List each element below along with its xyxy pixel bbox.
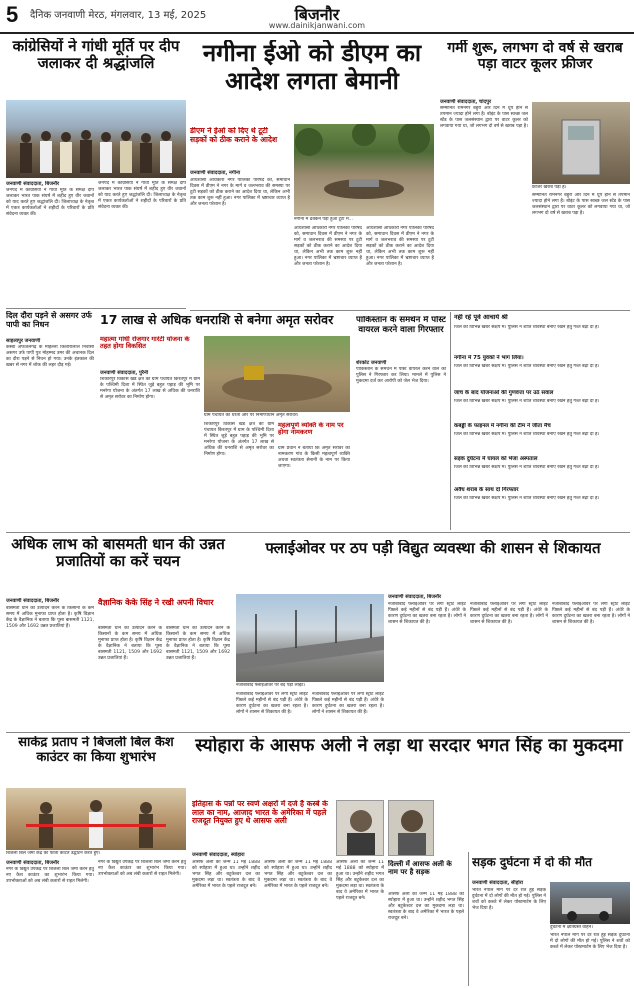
subhead-sarovar: महात्मा गांधी रोजगार गारंटी योजना के तहत होगा विकसित (100, 336, 190, 351)
brief-2: जांच के बाद योजनाओं की गुणवत्ता पर उठे सवाल (454, 390, 554, 396)
photo-bhagat-singh (388, 800, 434, 856)
body-sarovar: शिकारपुर विकास खंड क्षेत्र की ग्राम पंचायत किरतपुर में ग्राम के पश्चिमी दिशा में स्थित जुड़े बहुत पहाड़ की भूमि पर मनरेगा योजना के अंतर्गत 17 लाख से अधिक की धनराशि से अमृत सरोवर का निर्माण होगा। (100, 377, 200, 400)
body-nagina-col1: अधिशासी अधिकारी नगर पालिका परिषद को, समाधान दिवस में डीएम ने नगर के मार्ग व जलभराव की समस्या पर टूटी सड़कों को ठीक कराने का आदेश दिया था, लेकिन अभी तक काम शुरू नहीं हुआ। नगर पालिका में भ्रष्टाचार व्याप्त है और जनता परेशान है। (190, 178, 290, 207)
body-bhagat-col2: आसफ अली का जन्म 11 मई 1888 को स्योहारा में हुआ था। उन्होंने शहीद भगत सिंह और बटुकेश्वर दत्त का मुकदमा लड़ा था। स्वतंत्रता के बाद वे अमेरिका में भारत के पहले राजदूत बने। (264, 860, 332, 889)
brief-3: कबड्डी के फाइनल में नगीना की टीम ने जीता मैच (454, 423, 551, 429)
headline-death: दिल दौरा पड़ने से असगर उर्फ पापी का निधन (6, 311, 92, 330)
caption-nagina: नगीना में ढक्कन पड़ा हुआ टूटा मैं... (294, 217, 354, 222)
body-death: कस्बा अफजलगढ़ के मौहल्ला किशोरीलाल निवासी असगर उर्फ पापी पुत्र मोहम्मद उमर की अचानक दिल का दौरा पड़ने से निधन हो गया। उनके इंतकाल की खबर से नगर में शोक की लहर दौड़ गई। (6, 345, 94, 368)
photo-broken-road (294, 124, 434, 216)
crowd-illustration (6, 100, 186, 178)
caption-accident: दुर्घटना में क्षतिग्रस्त वाहन। (550, 925, 593, 930)
brief-4-body: जिले की विभिन्न खबरें संक्षेप में। पुलिस ने शांति व्यवस्था बनाए रखने हेतु गश्त बढ़ा दी है। (454, 465, 600, 470)
brief-5: अवैध शराब के साथ दो गिरफ्तार (454, 487, 519, 493)
body-sarovar-col2: शिकारपुर विकास खंड क्षेत्र की ग्राम पंचायत किरतपुर में ग्राम के पश्चिमी दिशा में स्थित जुड़े बहुत पहाड़ की भूमि पर मनरेगा योजना के अंतर्गत 17 लाख से अधिक की धनराशि से अमृत सरोवर का निर्माण होगा। (204, 422, 274, 457)
subhead-basmati: वैज्ञानिक केके सिंह ने रखी अपनी विचार (98, 598, 214, 607)
divider (6, 308, 186, 309)
subhead-sarovar-naming: महत्वपूर्ण व्यक्ति के नाम पर होगा नामकरण (278, 422, 344, 437)
headline-basmati: अधिक लाभ को बासमती धान की उन्नत प्रजातियों का करें चयन (11, 536, 225, 571)
body-flyover-col5: नजीबाबाद फ्लाईओवर पर लगी स्ट्रीट लाइटें पिछले कई महीनों से बंद पड़ी हैं। अंधेरे के कारण दुर्घटना का खतरा बना रहता है। लोगों ने शासन से शिकायत की है। (552, 602, 630, 625)
byline-basmati: जनवाणी संवाददाता, बिजनौर (6, 598, 60, 604)
body-flyover-col2: नजीबाबाद फ्लाईओवर पर लगी स्ट्रीट लाइटें पिछले कई महीनों से बंद पड़ी हैं। अंधेरे के कारण दुर्घटना का खतरा बना रहता है। लोगों ने शासन से शिकायत की है। (312, 692, 384, 715)
brief-3-body: जिले की विभिन्न खबरें संक्षेप में। पुलिस ने शांति व्यवस्था बनाए रखने हेतु गश्त बढ़ा दी है। (454, 432, 600, 437)
body-counter-col1: नगर के विद्युत उपकेंद्र पर बिजली बिल जमा करने हेतु नए कैश काउंटर का शुभारंभ किया गया। उपभोक्ताओं को अब लंबी कतारों से राहत मिलेगी। (6, 867, 94, 884)
body-bhagat-col4: आसफ अली का जन्म 11 मई 1888 को स्योहारा में हुआ था। उन्होंने शहीद भगत सिंह और बटुकेश्वर दत्त का मुकदमा लड़ा था। स्वतंत्रता के बाद वे अमेरिका में भारत के पहले राजदूत बने। (388, 892, 464, 921)
body-cooler-col2: सम्मानित रामनगर बहुरी और दिन में धूप होने से तपमान ज्यादा होने लगा है। बोइंट के पास स्वच्छ जल स्टेंड के पास जलसंस्थान द्वारा पर वाटर कूलर को लगवाया गया था, जो लगभग दो वर्ष से खराब पड़ा है। (532, 193, 630, 216)
byline-cooler: जनवाणी संवाददाता, चांदपुर (440, 99, 492, 105)
broken-road-illustration (294, 124, 434, 216)
byline-death: साहलापुर जनवाणी (6, 338, 41, 344)
headline-bhagat-singh: स्योहारा के आसफ अली ने लड़ा था सरदार भगत सिंह का मुकदमा (195, 736, 623, 756)
body-flyover-col4: नजीबाबाद फ्लाईओवर पर लगी स्ट्रीट लाइटें पिछले कई महीनों से बंद पड़ी हैं। अंधेरे के कारण दुर्घटना का खतरा बना रहता है। लोगों ने शासन से शिकायत की है। (470, 602, 548, 625)
byline-flyover: जनवाणी संवाददाता, बिजनौर (388, 594, 442, 600)
column-rule (450, 312, 451, 530)
photo-asaf-ali (336, 800, 384, 856)
body-briefs: जिले की विभिन्न खबरें संक्षेप में। पुलिस ने शांति व्यवस्था बनाए रखने हेतु गश्त बढ़ा दी है। (454, 325, 600, 330)
subhead-nagina: डीएम ने ईओ को दिए थे टूटी सड़कों को ठीक कराने के आदेश (190, 127, 278, 144)
photo-sarovar-site (204, 336, 350, 412)
body-bhagat-col1: आसफ अली का जन्म 11 मई 1888 को स्योहारा में हुआ था। उन्होंने शहीद भगत सिंह और बटुकेश्वर दत्त का मुकदमा लड़ा था। स्वतंत्रता के बाद वे अमेरिका में भारत के पहले राजदूत बने। (192, 860, 260, 889)
headline-cooler: गर्मी शुरू, लगभग दो वर्ष से खराब पड़ा वाटर कूलर फ्रीजर (447, 40, 623, 73)
cooler-illustration (532, 102, 630, 184)
body-congress: जनपद में कांग्रेसियों ने गांधी मूर्ति के समक्ष दीप जलाकर भारत पाक संघर्ष में शहीद हुए वीर जवानों को याद करते हुए श्रद्धांजलि दी। जिलाध्यक्ष के नेतृत्व में एकत्र कार्यकर्ताओं ने शहीदों के परिवारों के प्रति संवेदना व्यक्त की। (6, 188, 94, 217)
body-flyover-col3: नजीबाबाद फ्लाईओवर पर लगी स्ट्रीट लाइटें पिछले कई महीनों से बंद पड़ी हैं। अंधेरे के कारण दुर्घटना का खतरा बना रहता है। लोगों ने शासन से शिकायत की है। (388, 602, 466, 625)
headline-flyover: फ्लाईओवर पर ठप पड़ी विद्युत व्यवस्था की शासन से शिकायत (265, 540, 601, 557)
brief-5-body: जिले की विभिन्न खबरें संक्षेप में। पुलिस ने शांति व्यवस्था बनाए रखने हेतु गश्त बढ़ा दी है। (454, 496, 600, 501)
paper-name-date: दैनिक जनवाणी मेरठ, मंगलवार, 13 मई, 2025 (30, 10, 207, 21)
ribbon-cutting-illustration (6, 788, 186, 850)
body-basmati-col3: बासमती धान का उत्पादन करने के किसानों के कम समय में अधिक मुनाफा प्राप्त होता है। कृषि विज्ञान केंद्र के वैज्ञानिक ने बताया कि पूसा बासमती 1121, 1509 और 1692 उन्नत प्रजातियां हैं। (166, 626, 230, 661)
byline-nagina: जनवाणी संवाददाता, नगीना (190, 170, 241, 176)
headline-bill-counter: साकेंद्र प्रताप ने बिजली बिल कैश काउंटर का किया शुभारंभ (18, 736, 174, 765)
website-url[interactable]: www.dainikjanwani.com (268, 21, 366, 30)
body-congress-continued: जनपद में कांग्रेसियों ने गांधी मूर्ति के समक्ष दीप जलाकर भारत पाक संघर्ष में शहीद हुए वीर जवानों को याद करते हुए श्रद्धांजलि दी। जिलाध्यक्ष के नेतृत्व में एकत्र कार्यकर्ताओं ने शहीदों के परिवारों के प्रति संवेदना व्यक्त की। (98, 181, 186, 210)
photo-flyover (236, 594, 384, 682)
body-pakistan: पाकिस्तान के समर्थन में पोस्ट वायरल करने वाले को पुलिस ने गिरफ्तार कर लिया। मामले में पुलिस ने मुकदमा दर्ज कर आरोपी को जेल भेज दिया। (356, 367, 446, 384)
body-nagina-col3: अधिशासी अधिकारी नगर पालिका परिषद को, समाधान दिवस में डीएम ने नगर के मार्ग व जलभराव की समस्या पर टूटी सड़कों को ठीक कराने का आदेश दिया था, लेकिन अभी तक काम शुरू नहीं हुआ। नगर पालिका में भ्रष्टाचार व्याप्त है और जनता परेशान है। (366, 226, 434, 267)
byline-accident: जनवाणी संवाददाता, सीहोरा (472, 880, 524, 886)
edition-city: बिजनौर (294, 5, 340, 24)
divider (6, 732, 630, 733)
portrait-bhagat-singh (389, 801, 434, 856)
headline-briefs: नहीं रहे पूर्व आचार्य श्री (454, 314, 508, 321)
caption-cooler: फ्रीजर खराब पड़ा है। (532, 185, 567, 190)
headline-accident: सड़क दुर्घटना में दो की मौत (472, 856, 593, 869)
byline-counter: जनवाणी संवाददाता, बिजनौर (6, 860, 60, 866)
divider (6, 532, 630, 533)
byline-congress: जनवाणी संवाददाता, बिजनौर (6, 181, 60, 187)
caption-counter: बिजली बिल जमा केंद्र का फीता काटते उद्घाटन करते हुए। (6, 851, 101, 856)
byline-bhagat-singh: जनवाणी संवाददाता, स्योहारा (192, 852, 245, 858)
body-basmati-col1: बासमती धान का उत्पादन करने के किसानों के कम समय में अधिक मुनाफा प्राप्त होता है। कृषि विज्ञान केंद्र के वैज्ञानिक ने बताया कि पूसा बासमती 1121, 1509 और 1692 उन्नत प्रजातियां हैं। (6, 606, 94, 629)
byline-sarovar: जनवाणी संवाददाता, पुरैनी (100, 370, 149, 376)
body-accident-col1: भारत नेपाल मार्ग पर देर रात हुई सड़क दुर्घटना में दो लोगों की मौत हो गई। पुलिस ने शवों को कब्जे में लेकर पोस्टमार्टम के लिए भेज दिया है। (472, 888, 546, 911)
photo-accident (550, 882, 630, 924)
brief-1-body: जिले की विभिन्न खबरें संक्षेप में। पुलिस ने शांति व्यवस्था बनाए रखने हेतु गश्त बढ़ा दी है। (454, 364, 600, 369)
subhead-bhagat-singh: इतिहास के पन्नों पर स्वर्ण अक्षरों में दर्ज है कस्बे के लाल का नाम, आजाद भारत के अमेरिका में पहले राजदूत नियुक्त हुए थे आसफ अली (192, 800, 328, 826)
divider (190, 310, 630, 311)
masthead (0, 0, 634, 34)
body-counter-col2: नगर के विद्युत उपकेंद्र पर बिजली बिल जमा करने हेतु नए कैश काउंटर का शुभारंभ किया गया। उपभोक्ताओं को अब लंबी कतारों से राहत मिलेगी। (98, 860, 186, 877)
brief-2-body: जिले की विभिन्न खबरें संक्षेप में। पुलिस ने शांति व्यवस्था बनाए रखने हेतु गश्त बढ़ा दी है। (454, 399, 600, 404)
wrecked-vehicle-illustration (550, 882, 630, 924)
excavation-illustration (204, 336, 350, 412)
body-bhagat-col3: आसफ अली का जन्म 11 मई 1888 को स्योहारा में हुआ था। उन्होंने शहीद भगत सिंह और बटुकेश्वर दत्त का मुकदमा लड़ा था। स्वतंत्रता के बाद वे अमेरिका में भारत के पहले राजदूत बने। (336, 860, 384, 901)
body-accident-col2: भारत नेपाल मार्ग पर देर रात हुई सड़क दुर्घटना में दो लोगों की मौत हो गई। पुलिस ने शवों को कब्जे में लेकर पोस्टमार्टम के लिए भेज दिया है। (550, 933, 630, 950)
body-flyover-col1: नजीबाबाद फ्लाईओवर पर लगी स्ट्रीट लाइटें पिछले कई महीनों से बंद पड़ी हैं। अंधेरे के कारण दुर्घटना का खतरा बना रहता है। लोगों ने शासन से शिकायत की है। (236, 692, 308, 715)
photo-counter-inauguration (6, 788, 186, 850)
photo-congress-gathering (6, 100, 186, 178)
page-number: 5 (6, 2, 19, 27)
headline-nagina: नगीना ईओ को डीएम का आदेश लगता बेमानी (202, 40, 422, 95)
byline-pakistan: शेरकोट जनवाणी (356, 360, 387, 366)
headline-sarovar: 17 लाख से अधिक धनराशि से बनेगा अमृत सरोवर (100, 313, 334, 327)
body-sarovar-naming: ग्राम प्रधान ने बताया कि अमृत सरोवर का नामकरण गांव के किसी महत्वपूर्ण व्यक्ति अथवा स्वतंत्रता सेनानी के नाम पर किया जाएगा। (278, 446, 350, 469)
flyover-illustration (236, 594, 384, 682)
brief-4: सड़क दुर्घटना में घायल को भेजा अस्पताल (454, 456, 538, 462)
body-nagina-col2: अधिशासी अधिकारी नगर पालिका परिषद को, समाधान दिवस में डीएम ने नगर के मार्ग व जलभराव की समस्या पर टूटी सड़कों को ठीक कराने का आदेश दिया था, लेकिन अभी तक काम शुरू नहीं हुआ। नगर पालिका में भ्रष्टाचार व्याप्त है और जनता परेशान है। (294, 226, 362, 267)
portrait-asaf-ali (337, 801, 384, 856)
body-cooler-col1: सम्मानित रामनगर बहुरी और दिन में धूप होने से तपमान ज्यादा होने लगा है। बोइंट के पास स्वच्छ जल स्टेंड के पास जलसंस्थान द्वारा पर वाटर कूलर को लगवाया गया था, जो लगभग दो वर्ष से खराब पड़ा है। (440, 106, 528, 129)
caption-sarovar: ग्राम पंचायत की धरती और पर निर्माणाधीन अमृत सरोवर। (204, 413, 299, 418)
subhead-asaf-ali-road: दिल्ली में आसफ अली के नाम पर है सड़क (388, 860, 452, 877)
headline-congress: कांग्रेसियों ने गांधी मूर्ति पर दीप जलाकर दी श्रद्धांजलि (12, 38, 180, 73)
headline-pakistan: पाकिस्तान के समर्थन में पोस्ट वायरल करने वाला गिरफ्तार (356, 316, 446, 335)
brief-1: नगीना में 75 युवकों ने भाग लिया। (454, 355, 524, 361)
column-rule (468, 852, 469, 986)
photo-water-cooler (532, 102, 630, 184)
caption-flyover: नजीबाबाद फ्लाईओवर पर बंद पड़ी लाइटें। (236, 683, 306, 688)
body-basmati-col2: बासमती धान का उत्पादन करने के किसानों के कम समय में अधिक मुनाफा प्राप्त होता है। कृषि विज्ञान केंद्र के वैज्ञानिक ने बताया कि पूसा बासमती 1121, 1509 और 1692 उन्नत प्रजातियां हैं। (98, 626, 162, 661)
